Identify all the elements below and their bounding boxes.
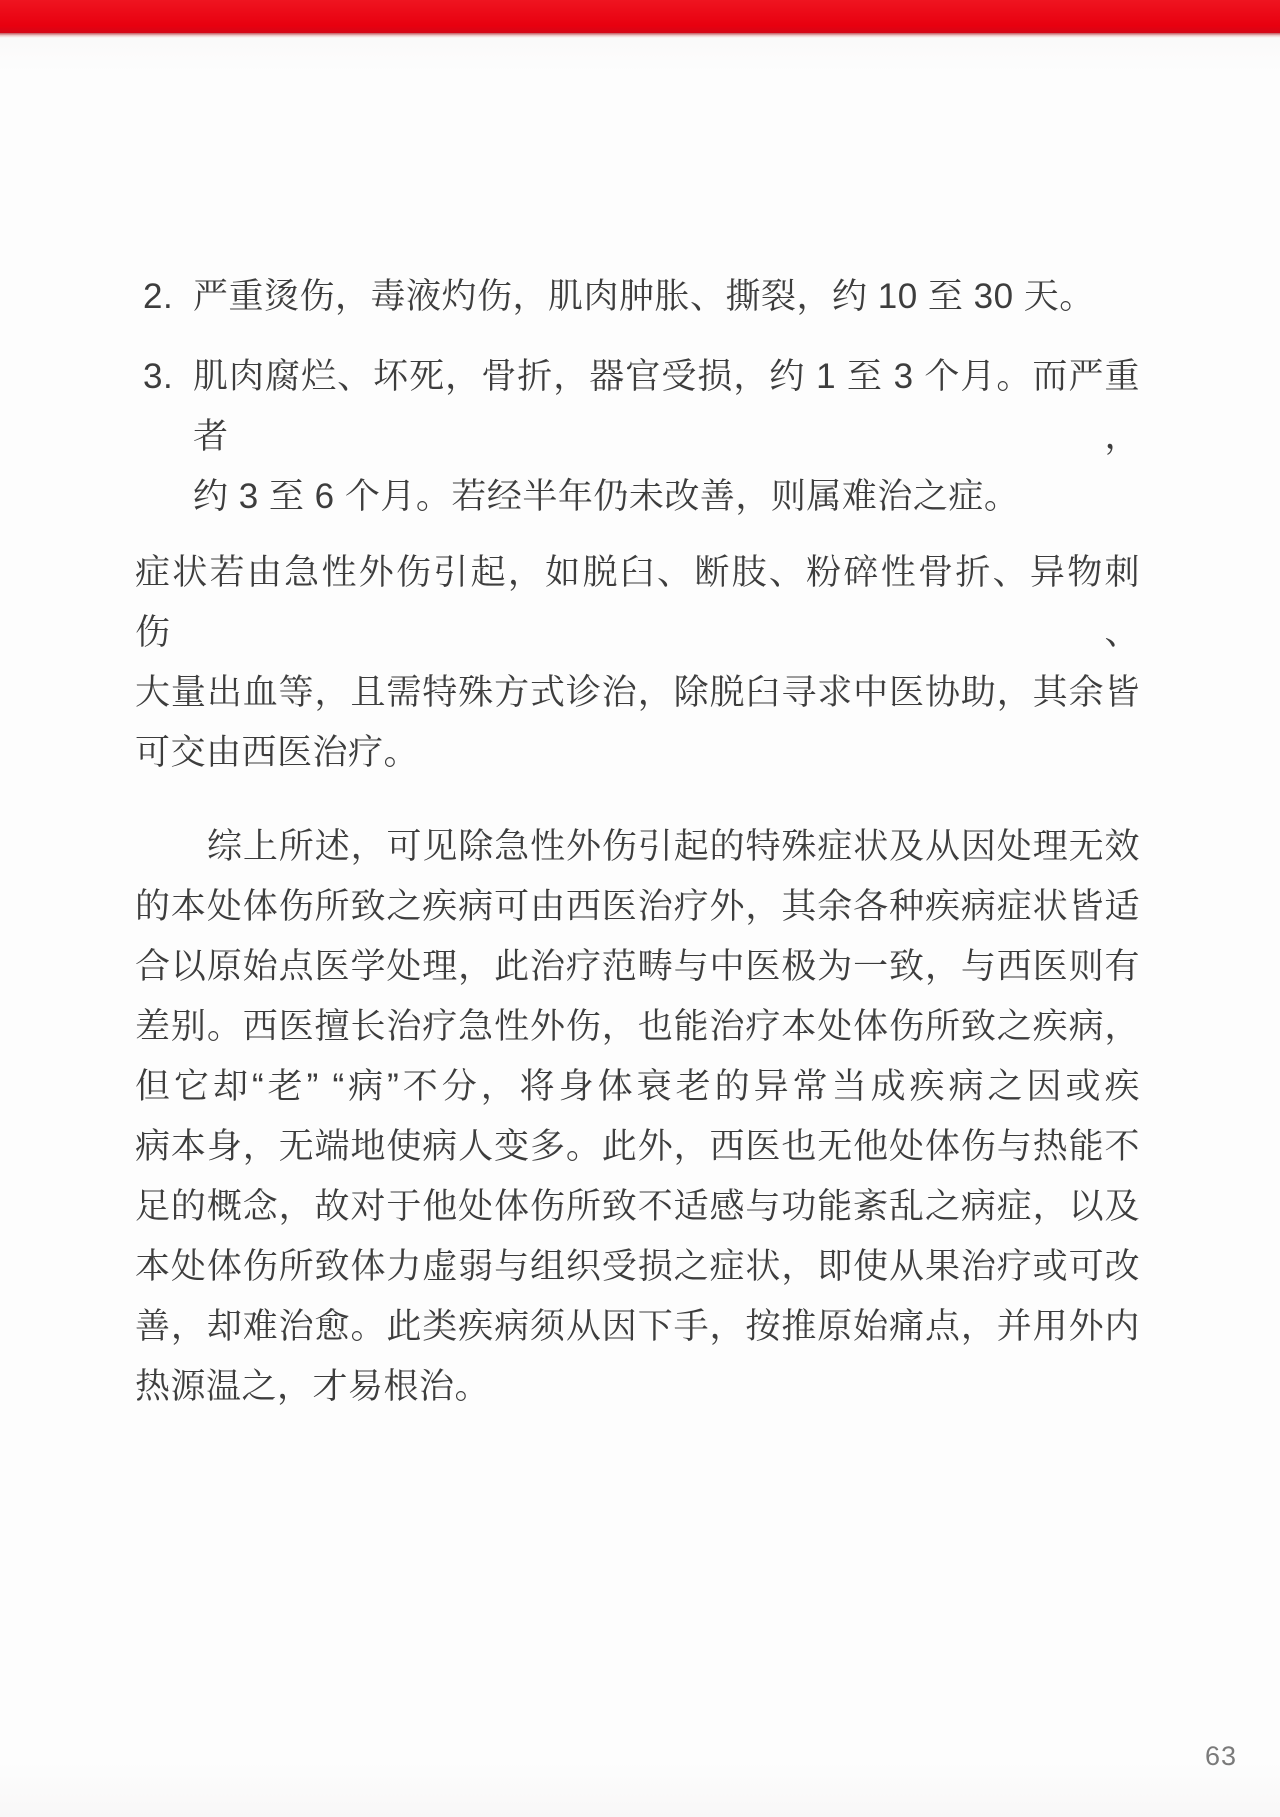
list-item-number: 2. xyxy=(143,277,174,316)
paragraph-line: 症状若由急性外伤引起，如脱臼、断肢、粉碎性骨折、异物刺伤、 xyxy=(135,553,1140,652)
paragraph-line: 本处体伤所致体力虚弱与组织受损之症状，即使从果治疗或可改 xyxy=(135,1247,1140,1286)
paragraph-line: 合以原始点医学处理，此治疗范畴与中医极为一致，与西医则有 xyxy=(135,947,1140,986)
list-item-text xyxy=(193,267,1140,327)
list-item xyxy=(135,267,1140,327)
body-paragraphs xyxy=(135,543,1140,1417)
paragraph-line: 差别。西医擅长治疗急性外伤，也能治疗本处体伤所致之疾病， xyxy=(135,1007,1140,1046)
paragraph xyxy=(135,543,1140,783)
list-item-number: 3. xyxy=(143,357,174,396)
list-item xyxy=(135,347,1140,527)
paragraph-line: 的本处体伤所致之疾病可由西医治疗外，其余各种疾病症状皆适 xyxy=(135,887,1140,926)
list-item-text-line: 严重烫伤，毒液灼伤，肌肉肿胀、撕裂，约 10 至 30 天。 xyxy=(193,277,1095,316)
page-content xyxy=(0,38,1280,1417)
header-bar-edge xyxy=(0,33,1280,38)
paragraph-line: 足的概念，故对于他处体伤所致不适感与功能紊乱之病症，以及 xyxy=(135,1187,1140,1226)
page-number: 63 xyxy=(1204,1741,1237,1771)
list-item-text xyxy=(193,347,1140,527)
paragraph-line: 病本身，无端地使病人变多。此外，西医也无他处体伤与热能不 xyxy=(135,1127,1140,1166)
paragraph xyxy=(135,817,1140,1417)
paragraph-line: 善，却难治愈。此类疾病须从因下手，按推原始痛点，并用外内 xyxy=(135,1307,1140,1346)
header-bar xyxy=(0,0,1280,33)
paragraph-line: 热源温之，才易根治。 xyxy=(135,1367,491,1406)
paragraph-line: 但它却“老” “病”不分，将身体衰老的异常当成疾病之因或疾 xyxy=(135,1067,1140,1106)
paragraph-line: 大量出血等，且需特殊方式诊治，除脱臼寻求中医协助，其余皆 xyxy=(135,673,1140,712)
paragraph-line: 综上所述，可见除急性外伤引起的特殊症状及从因处理无效 xyxy=(207,827,1140,866)
list-item-text-line: 约 3 至 6 个月。若经半年仍未改善，则属难治之症。 xyxy=(193,477,1020,516)
list-item-text-line: 肌肉腐烂、坏死，骨折，器官受损，约 1 至 3 个月。而严重者， xyxy=(193,357,1140,456)
numbered-list xyxy=(135,267,1140,527)
paragraph-line: 可交由西医治疗。 xyxy=(135,733,420,772)
